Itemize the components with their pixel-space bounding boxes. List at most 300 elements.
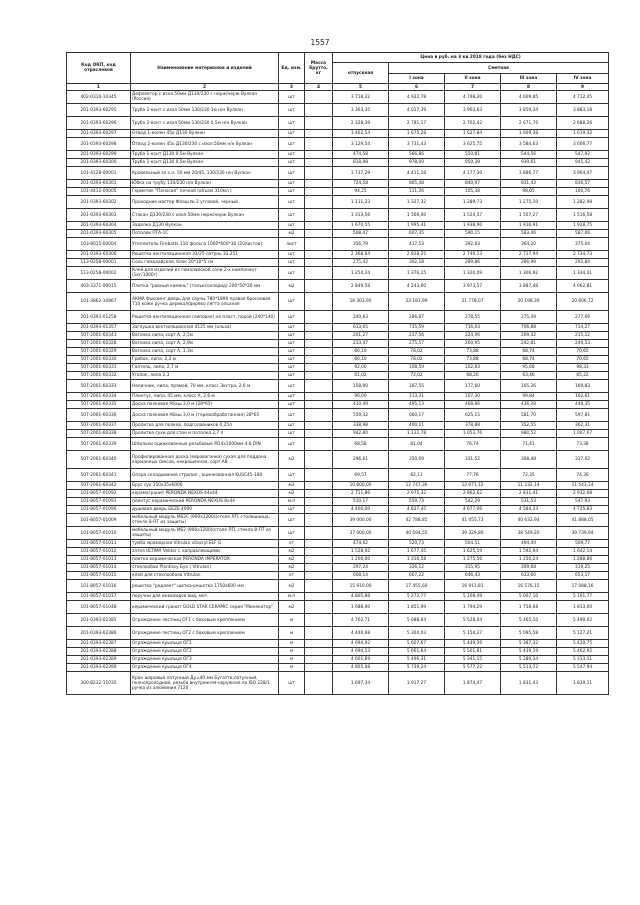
cell-zone-1-price: 660,17 — [389, 409, 445, 422]
cell-name: Ограждение крыльца ОГ1 — [131, 640, 279, 648]
cell-zone-4-price: 169,83 — [557, 380, 609, 393]
cell-code: 201-0393-60303 — [67, 209, 131, 222]
cell-zone-1-price: 520,73 — [389, 540, 445, 548]
cell-release-price: 356,79 — [333, 238, 389, 251]
cell-name: Вагонка липа, сорт А, 2,5м — [131, 332, 279, 340]
cell-code: 101-4412-00005 — [67, 188, 131, 196]
cell-zone-3-price: 38 549,20 — [501, 527, 557, 540]
cell-name: Ограждение лестниц ОГ2 с боковым креплением — [131, 627, 279, 640]
cell-zone-1-price: 495,13 — [389, 401, 445, 409]
cell-zone-4-price: 11 543,14 — [557, 482, 609, 490]
cell-code: 507-2001-60328 — [67, 340, 131, 348]
cell-unit: шт — [279, 324, 305, 332]
table-row — [67, 656, 609, 664]
cell-zone-1-price: 1 316,58 — [389, 556, 445, 564]
cell-zone-2-price: 278,55 — [445, 311, 501, 324]
cell-zone-3-price: 275,39 — [501, 311, 557, 324]
table-row — [67, 580, 609, 593]
cell-mass — [305, 348, 333, 356]
cell-unit: шт — [279, 422, 305, 430]
cell-unit: м2 — [279, 601, 305, 614]
column-number: 8 — [501, 84, 557, 91]
cell-zone-4-price: 5 127,21 — [557, 627, 609, 640]
cell-mass — [305, 340, 333, 348]
cell-zone-4-price: 3 964,47 — [557, 167, 609, 180]
cell-zone-4-price: 1 334,01 — [557, 267, 609, 280]
cell-zone-4-price: 249,53 — [557, 340, 609, 348]
cell-zone-2-price: 5 108,49 — [445, 593, 501, 601]
cell-zone-2-price: 646,43 — [445, 572, 501, 580]
cell-zone-1-price: 237,56 — [389, 332, 445, 340]
cell-zone-4-price: 215,12 — [557, 332, 609, 340]
cell-name: Грибок, липа, 2,3 м — [131, 356, 279, 364]
cell-zone-1-price: 5 272,77 — [389, 593, 445, 601]
header-price-group: Цена в руб. на 3 кв 2018 года (без НДС) — [333, 53, 609, 63]
cell-mass — [305, 364, 333, 372]
cell-zone-1-price: 350,09 — [389, 451, 445, 469]
cell-unit: шт — [279, 348, 305, 356]
cell-zone-4-price: 5 313,11 — [557, 656, 609, 664]
cell-name: стеклообои Plantissy Бук ( Vitrulan) — [131, 564, 279, 572]
cell-zone-3-price: 95,68 — [501, 364, 557, 372]
cell-zone-2-price: 224,96 — [445, 332, 501, 340]
cell-code: 201-0393-60300 — [67, 159, 131, 167]
table-row — [67, 222, 609, 230]
cell-zone-3-price: 939,61 — [501, 159, 557, 167]
cell-unit: шт — [279, 364, 305, 372]
cell-mass — [305, 672, 333, 695]
cell-release-price: 410,49 — [333, 401, 389, 409]
table-row — [67, 393, 609, 401]
table-row — [67, 527, 609, 540]
cell-mass — [305, 656, 333, 664]
table-row — [67, 332, 609, 340]
cell-code: 101-8057-01092 — [67, 490, 131, 498]
cell-release-price: 1 697,34 — [333, 672, 389, 695]
table-row — [67, 556, 609, 564]
cell-code: 507-2001-60340 — [67, 451, 131, 469]
cell-unit: шт — [279, 340, 305, 348]
cell-mass — [305, 324, 333, 332]
cell-name: Пропитка сухи для стен и потолка 2,7 л — [131, 430, 279, 438]
header-zone-3: III зона — [501, 74, 557, 84]
table-row — [67, 251, 609, 259]
cell-unit: шт — [279, 167, 305, 180]
cell-release-price: 613,65 — [333, 324, 389, 332]
cell-release-price: 724,58 — [333, 180, 389, 188]
cell-code: 300-8232-11035 — [67, 672, 131, 695]
cell-unit: шт — [279, 91, 305, 104]
cell-name: керамический гранит GOLD STAR CERAMIC серия "Минекотор" — [131, 601, 279, 614]
cell-zone-4-price: 5 420,75 — [557, 640, 609, 648]
cell-code: 201-0393-60305 — [67, 230, 131, 238]
cell-code: 507-2001-60342 — [67, 482, 131, 490]
cell-zone-1-price: 607,35 — [389, 230, 445, 238]
cell-unit: шт — [279, 380, 305, 393]
cell-unit: шт — [279, 267, 305, 280]
table-row — [67, 380, 609, 393]
cell-zone-4-price: 448,35 — [557, 401, 609, 409]
cell-zone-1-price: 735,59 — [389, 324, 445, 332]
cell-zone-2-price: 378,88 — [445, 422, 501, 430]
cell-zone-3-price: 1 592,94 — [501, 548, 557, 556]
cell-name: АКМА Фьюзинг дверь для сауны 780*1890 правая бронзовая 710 коже ручка деревал/дерево лягта ольхная — [131, 293, 279, 311]
cell-code: 101-8057-01011 — [67, 540, 131, 548]
cell-zone-1-price: 275,57 — [389, 340, 445, 348]
cell-name: поручни для инвалидов вид, мет. — [131, 593, 279, 601]
column-number: 4 — [305, 84, 333, 91]
cell-unit: шт — [279, 672, 305, 695]
cell-zone-2-price: 73,88 — [445, 348, 501, 356]
cell-zone-3-price: 309,68 — [501, 564, 557, 572]
cell-name: Юбка на трубу 130/230 н/н Вулкан — [131, 180, 279, 188]
cell-release-price: 15 910,00 — [333, 580, 389, 593]
cell-release-price: 37 000,00 — [333, 527, 389, 540]
cell-unit: м.п — [279, 593, 305, 601]
cell-zone-3-price: 5 280,34 — [501, 656, 557, 664]
cell-release-price: 94,25 — [333, 188, 389, 196]
cell-zone-3-price: 71,41 — [501, 438, 557, 451]
cell-unit: м3 — [279, 482, 305, 490]
cell-mass — [305, 648, 333, 656]
cell-unit: м — [279, 656, 305, 664]
cell-zone-3-price: 2 717,94 — [501, 251, 557, 259]
cell-zone-3-price: 5 387,32 — [501, 640, 557, 648]
cell-zone-1-price: 559,73 — [389, 498, 445, 506]
cell-zone-3-price: 165,26 — [501, 380, 557, 393]
cell-name: Заглушка вентиляционная d125 мм (ольха) — [131, 324, 279, 332]
header-unit: Ед. изм. — [279, 53, 305, 84]
table-row — [67, 640, 609, 648]
table-row — [67, 548, 609, 556]
table-row — [67, 540, 609, 548]
cell-code: 507-2001-60336 — [67, 409, 131, 422]
table-row — [67, 209, 609, 222]
cell-code: 507-2001-60343 — [67, 332, 131, 340]
cell-zone-2-price: 4 177,30 — [445, 167, 501, 180]
table-row — [67, 280, 609, 293]
cell-release-price: 1 313,56 — [333, 209, 389, 222]
cell-release-price: 4 694,53 — [333, 648, 389, 656]
table-row — [67, 372, 609, 380]
cell-unit: шт — [279, 332, 305, 340]
cell-unit: кг — [279, 572, 305, 580]
cell-unit: м2 — [279, 490, 305, 498]
column-number: 2 — [131, 84, 279, 91]
column-number: 6 — [389, 84, 445, 91]
cell-zone-3-price: 286,99 — [501, 259, 557, 267]
cell-zone-3-price: 1 250,24 — [501, 556, 557, 564]
cell-mass — [305, 556, 333, 564]
cell-zone-1-price: 1 995,41 — [389, 222, 445, 230]
cell-code: 201-0393-60302 — [67, 196, 131, 209]
cell-mass — [305, 230, 333, 238]
cell-mass — [305, 438, 333, 451]
cell-name: Клей для изделий из гималайской соли 2-х компонент. (1кг/1000г) — [131, 267, 279, 280]
cell-code: 201-0393-60299 — [67, 151, 131, 159]
cell-release-price: 2 368,64 — [333, 251, 389, 259]
cell-unit: шт — [279, 514, 305, 527]
cell-release-price: 338,98 — [333, 422, 389, 430]
cell-zone-4-price: 1 288,86 — [557, 556, 609, 564]
cell-zone-2-price: 1 627,84 — [445, 130, 501, 138]
cell-release-price: 3 718,22 — [333, 91, 389, 104]
cell-code: 201-0393-60296 — [67, 117, 131, 130]
cell-zone-1-price: 1 917,27 — [389, 672, 445, 695]
cell-zone-4-price: 102,61 — [557, 393, 609, 401]
cell-unit: шт — [279, 188, 305, 196]
cell-code: 101-8057-01096 — [67, 506, 131, 514]
cell-zone-3-price: 831,43 — [501, 180, 557, 188]
table-row — [67, 364, 609, 372]
cell-zone-2-price: 1 053,76 — [445, 430, 501, 438]
column-number: 5 — [333, 84, 389, 91]
cell-zone-4-price: 836,57 — [557, 180, 609, 188]
cell-unit: м2 — [279, 580, 305, 593]
cell-zone-4-price: 4 062,81 — [557, 280, 609, 293]
cell-name: мебельный модуль MS2C (900х1200)(столе ЛП, столешница, стекло 8-ПТ из защиты) — [131, 514, 279, 527]
cell-zone-4-price: 547,93 — [557, 498, 609, 506]
cell-zone-4-price: 2 734,73 — [557, 251, 609, 259]
cell-zone-3-price: 581,70 — [501, 409, 557, 422]
cell-zone-3-price: 1 306,92 — [501, 267, 557, 280]
cell-release-price: 818,98 — [333, 159, 389, 167]
cell-zone-3-price: 364,20 — [501, 238, 557, 251]
cell-release-price: 4 805,08 — [333, 664, 389, 672]
cell-mass — [305, 593, 333, 601]
cell-mass — [305, 506, 333, 514]
cell-release-price: 61,02 — [333, 372, 389, 380]
cell-zone-1-price: 113,31 — [389, 393, 445, 401]
cell-code: 101-8057-01091 — [67, 498, 131, 506]
cell-zone-1-price: 12 747,36 — [389, 482, 445, 490]
cell-name: Труба 1-конт Д130 0,5м Вулкан — [131, 151, 279, 159]
table-row — [67, 130, 609, 138]
header-zone-1: I зона — [389, 74, 445, 84]
cell-zone-3-price: 633,60 — [501, 572, 557, 580]
cell-unit: кг — [279, 540, 305, 548]
cell-zone-2-price: 76,74 — [445, 438, 501, 451]
table-row — [67, 117, 609, 130]
header-zone-2: II зона — [445, 74, 501, 84]
cell-zone-3-price: 531,53 — [501, 498, 557, 506]
cell-zone-3-price: 1 507,27 — [501, 209, 557, 222]
cell-zone-4-price: 1 007,67 — [557, 430, 609, 438]
cell-zone-4-price: 70,65 — [557, 348, 609, 356]
cell-code: 201-0393-02387 — [67, 640, 131, 648]
cell-code: 103-8015-00004 — [67, 238, 131, 251]
cell-mass — [305, 180, 333, 188]
cell-zone-3-price: 706,88 — [501, 324, 557, 332]
cell-release-price: 4 805,88 — [333, 593, 389, 601]
cell-zone-3-price: 99,84 — [501, 393, 557, 401]
cell-unit: шт — [279, 222, 305, 230]
cell-zone-4-price: 277,09 — [557, 311, 609, 324]
cell-zone-2-price: 716,03 — [445, 324, 501, 332]
table-row — [67, 438, 609, 451]
cell-zone-1-price: 302,18 — [389, 259, 445, 267]
cell-zone-1-price: 4 017,39 — [389, 104, 445, 117]
cell-release-price: 1 111,23 — [333, 196, 389, 209]
cell-unit: шт — [279, 117, 305, 130]
cell-zone-1-price: 326,12 — [389, 564, 445, 572]
cell-zone-1-price: 1 675,28 — [389, 130, 445, 138]
cell-mass — [305, 372, 333, 380]
cell-mass — [305, 627, 333, 640]
cell-name: Опора складывания стропил , оцинкованная KUSC45-180 — [131, 469, 279, 482]
cell-zone-3-price: 5 465,10 — [501, 614, 557, 627]
cell-zone-4-price: 70,65 — [557, 356, 609, 364]
table-row — [67, 188, 609, 196]
cell-release-price: 4 400,00 — [333, 506, 389, 514]
table-row — [67, 664, 609, 672]
cell-mass — [305, 527, 333, 540]
cell-zone-2-price: 315,95 — [445, 564, 501, 572]
cell-zone-2-price: 5 528,04 — [445, 614, 501, 627]
table-body — [67, 91, 609, 695]
table-row — [67, 151, 609, 159]
cell-zone-3-price: 2 671,76 — [501, 117, 557, 130]
cell-mass — [305, 280, 333, 293]
cell-zone-1-price: 2 975,32 — [389, 490, 445, 498]
cell-code: 201-0393-01258 — [67, 311, 131, 324]
cell-zone-3-price: 5 095,58 — [501, 627, 557, 640]
cell-zone-2-price: 2 749,13 — [445, 251, 501, 259]
cell-zone-3-price: 1 758,68 — [501, 601, 557, 614]
cell-release-price: 4 601,69 — [333, 656, 389, 664]
cell-zone-4-price: 1 813,00 — [557, 601, 609, 614]
cell-name: Стакан Д130/230 с изол.50мм нерж/нерж Вулкан — [131, 209, 279, 222]
cell-release-price: 158,90 — [333, 380, 389, 393]
cell-mass — [305, 188, 333, 196]
cell-zone-2-price: 1 289,73 — [445, 196, 501, 209]
cell-unit: шт — [279, 438, 305, 451]
cell-zone-3-price: 3 886,77 — [501, 167, 557, 180]
cell-zone-2-price: 468,86 — [445, 401, 501, 409]
cell-release-price: 474,58 — [333, 151, 389, 159]
cell-name: Ограждение крыльца ОГ4 — [131, 664, 279, 672]
cell-zone-3-price: 68,74 — [501, 348, 557, 356]
cell-zone-4-price: 17 088,16 — [557, 580, 609, 593]
table-row — [67, 348, 609, 356]
cell-code: 507-2001-60335 — [67, 401, 131, 409]
column-number: 7 — [445, 84, 501, 91]
cell-code: 101-8057-01009 — [67, 514, 131, 527]
cell-name: Доска полковая Абаш 3,0 м (28*65) — [131, 401, 279, 409]
cell-name: Ограждение крыльца ОГ3 — [131, 656, 279, 664]
cell-name: Труба 1-конт Д130 0,5м Вулкан — [131, 159, 279, 167]
cell-zone-1-price: 4 827,45 — [389, 506, 445, 514]
table-row — [67, 514, 609, 527]
cell-mass — [305, 490, 333, 498]
cell-zone-2-price: 102,83 — [445, 364, 501, 372]
cell-zone-2-price: 68,20 — [445, 372, 501, 380]
cell-zone-4-price: 5 547,94 — [557, 664, 609, 672]
cell-zone-2-price: 1 938,90 — [445, 222, 501, 230]
cell-zone-2-price: 1 794,29 — [445, 601, 501, 614]
cell-zone-2-price: 950,39 — [445, 159, 501, 167]
cell-unit: м — [279, 614, 305, 627]
column-number: 9 — [557, 84, 609, 91]
cell-mass — [305, 259, 333, 267]
cell-release-price: 3 737,29 — [333, 167, 389, 180]
cell-unit: шт — [279, 180, 305, 188]
cell-code: 402-0310-10345 — [67, 91, 131, 104]
cell-zone-4-price: 3 606,77 — [557, 138, 609, 151]
cell-unit: м2 — [279, 451, 305, 469]
cell-name: мебельный модуль MS2 (900х1200)(столе ЛП, стекло 8-ПТ из защиты) — [131, 527, 279, 540]
cell-zone-2-price: 625,15 — [445, 409, 501, 422]
cell-zone-4-price: 5 462,92 — [557, 648, 609, 656]
cell-mass — [305, 104, 333, 117]
cell-zone-4-price: 4 712,45 — [557, 91, 609, 104]
cell-zone-4-price: 2 688,26 — [557, 117, 609, 130]
cell-zone-3-price: 494,49 — [501, 540, 557, 548]
cell-mass — [305, 167, 333, 180]
cell-name: Отвод 1-колен 45о Д130 Вулкан — [131, 130, 279, 138]
cell-zone-4-price: 319,25 — [557, 564, 609, 572]
cell-mass — [305, 451, 333, 469]
cell-zone-1-price: 667,22 — [389, 572, 445, 580]
cell-release-price: 3 363,35 — [333, 104, 389, 117]
cell-zone-4-price: 41 888,05 — [557, 514, 609, 527]
cell-mass — [305, 130, 333, 138]
price-table — [66, 52, 609, 695]
cell-code: 201-0393-60295 — [67, 104, 131, 117]
cell-code: 101-4128-00001 — [67, 167, 131, 180]
cell-zone-2-price: 289,86 — [445, 259, 501, 267]
cell-mass — [305, 91, 333, 104]
cell-zone-1-price: 78,02 — [389, 356, 445, 364]
cell-zone-1-price: 23 181,99 — [389, 293, 445, 311]
column-number-row — [67, 84, 609, 91]
cell-mass — [305, 601, 333, 614]
cell-zone-4-price: 100,76 — [557, 188, 609, 196]
cell-mass — [305, 332, 333, 340]
header-name: Наименование материалов и изделий — [131, 53, 279, 84]
cell-code: 507-2001-60341 — [67, 469, 131, 482]
cell-name: Ограждение лестниц ОГ1 с боковым креплением — [131, 614, 279, 627]
cell-zone-4-price: 3 883,18 — [557, 104, 609, 117]
cell-zone-2-price: 1 524,57 — [445, 209, 501, 222]
cell-release-price: 201,27 — [333, 332, 389, 340]
cell-unit: шт — [279, 401, 305, 409]
cell-zone-2-price: 5 501,81 — [445, 648, 501, 656]
table-row — [67, 159, 609, 167]
cell-name: Потолок ПТА-1С — [131, 230, 279, 238]
cell-zone-4-price: 39 739,94 — [557, 527, 609, 540]
cell-name: Утеплитель Firebatts 110 фольга 1000*600*30 (20листов) — [131, 238, 279, 251]
cell-mass — [305, 380, 333, 393]
table-row — [67, 267, 609, 280]
cell-release-price: 92,00 — [333, 364, 389, 372]
cell-code: 507-2001-60338 — [67, 430, 131, 438]
cell-zone-3-price: 209,32 — [501, 332, 557, 340]
table-row — [67, 401, 609, 409]
cell-release-price: 66,10 — [333, 348, 389, 356]
cell-zone-1-price: 566,86 — [389, 151, 445, 159]
cell-zone-2-price: 5 154,27 — [445, 627, 501, 640]
cell-release-price: 18 303,90 — [333, 293, 389, 311]
cell-mass — [305, 514, 333, 527]
cell-unit: шт — [279, 159, 305, 167]
cell-unit: шт — [279, 430, 305, 438]
cell-release-price: 1 200,00 — [333, 556, 389, 564]
cell-unit: шт — [279, 311, 305, 324]
cell-zone-3-price: 352,55 — [501, 422, 557, 430]
cell-zone-4-price: 1 839,11 — [557, 672, 609, 695]
cell-zone-2-price: 550,81 — [445, 151, 501, 159]
